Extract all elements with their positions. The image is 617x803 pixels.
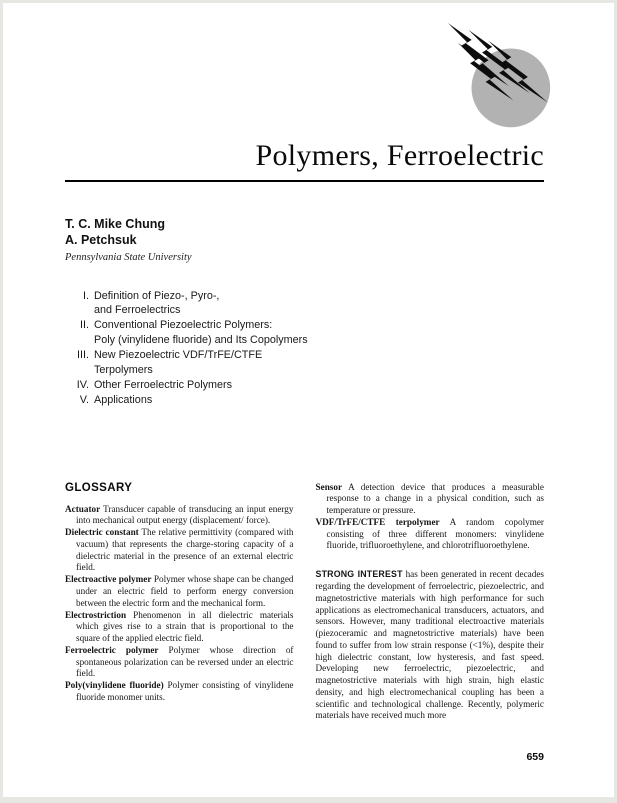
glossary-definition: Polymer whose shape can be changed under an electric field to perform energy conversion between the electric form and the mechanical form. <box>76 574 294 608</box>
toc-item <box>65 393 544 408</box>
glossary-term: Electroactive polymer <box>65 574 152 585</box>
toc-item <box>65 289 544 319</box>
glossary-term: VDF/TrFE/CTFE terpolymer <box>315 516 440 527</box>
toc-text <box>94 393 152 408</box>
glossary-definition: Polymer consisting of vinylidene fluoride monomer units. <box>76 680 294 702</box>
glossary-definition: The relative permittivity (compared with vacuum) that represents the charge-storing capacity of a dielectric material in the presence of an external electric field. <box>76 527 294 573</box>
glossary-entry <box>65 574 294 609</box>
toc-line: Other Ferroelectric Polymers <box>94 378 232 391</box>
page <box>3 3 614 797</box>
glossary-term: Electrostriction <box>65 609 127 620</box>
page-content <box>3 139 614 722</box>
toc-line: Poly (vinylidene fluoride) and Its Copolymers <box>94 334 308 347</box>
page-number: 659 <box>526 751 544 763</box>
glossary-definition: Transducer capable of transducing an input energy into mechanical output energy (displacement/ force). <box>76 503 294 526</box>
left-column <box>65 482 294 723</box>
table-of-contents <box>65 289 544 408</box>
toc-numeral: III. <box>77 349 89 362</box>
glossary-entry <box>65 504 294 528</box>
glossary-term: Actuator <box>65 503 101 514</box>
glossary-entry <box>65 645 294 680</box>
glossary-entry <box>65 610 294 645</box>
toc-item <box>65 348 544 378</box>
glossary-definition: A random copolymer consisting of three different monomers: vinylidene fluoride, trifluoroethylene, and chlorotrifluoroethylene. <box>326 516 544 551</box>
glossary-entry <box>316 517 545 552</box>
toc-numeral: V. <box>79 393 89 406</box>
glossary-definition: A detection device that produces a measurable response to a change in a physical condition, such as temperature or pressure. <box>326 481 544 516</box>
glossary-term: Dielectric constant <box>65 527 139 538</box>
toc-line: Conventional Piezoelectric Polymers: <box>94 319 273 332</box>
glossary-definition: Polymer whose direction of spontaneous polarization can be reversed under an electric field. <box>76 644 294 679</box>
glossary-term: Ferroelectric polymer <box>65 644 159 655</box>
glossary-heading: GLOSSARY <box>65 481 133 494</box>
article-title: Polymers, Ferroelectric <box>255 139 544 172</box>
right-column <box>316 482 545 723</box>
author-affiliation: Pennsylvania State University <box>65 251 192 263</box>
toc-text <box>94 318 308 348</box>
toc-line: New Piezoelectric VDF/TrFE/CTFE <box>94 349 263 362</box>
intro-text: has been generated in recent decades regarding the development of ferroelectric, piezoelectric, and magnetostrictive materials with high performance for such applications as electromechanical transducers, actuators, and sensors. However, many traditional electroactive materials (piezoceramic and magnetostrictive materials) have been found to suffer from low strain response (<1%), despite their high dielectric constant, low hysteresis, and fast speed. Developing new ferroelectric, piezoelectric, and magnetostrictive materials with high strain, high elastic density, and high electromechanical coupling has been a scientific and technological challenge. Recently, polymeric materials have received much more <box>315 569 544 721</box>
toc-numeral: I. <box>83 289 89 302</box>
glossary-term: Sensor <box>315 481 343 492</box>
intro-lead: STRONG INTEREST <box>315 569 403 580</box>
glossary-entry <box>65 527 294 574</box>
toc-numeral: IV. <box>76 378 89 391</box>
toc-line: and Ferroelectrics <box>94 304 181 317</box>
title-rule <box>65 180 544 182</box>
author-name: T. C. Mike Chung <box>65 217 165 231</box>
lightning-logo-icon <box>442 21 560 139</box>
two-column-body <box>65 482 544 723</box>
toc-text <box>94 348 262 378</box>
toc-line: Applications <box>94 393 153 406</box>
toc-text <box>94 378 232 393</box>
toc-text <box>94 289 219 319</box>
intro-paragraph <box>316 569 545 722</box>
glossary-entry <box>65 680 294 704</box>
author-block <box>65 216 544 263</box>
glossary-definition: Phenomenon in all dielectric materials which gives rise to a strain that is proportional to the square of the applied electric field. <box>76 609 294 644</box>
author-name: A. Petchsuk <box>65 233 137 248</box>
glossary-entry <box>316 482 545 517</box>
toc-line: Definition of Piezo-, Pyro-, <box>94 289 220 302</box>
toc-line: Terpolymers <box>94 363 153 376</box>
toc-item <box>65 378 544 393</box>
glossary-term: Poly(vinylidene fluoride) <box>65 680 164 691</box>
toc-item <box>65 318 544 348</box>
toc-numeral: II. <box>80 319 89 332</box>
